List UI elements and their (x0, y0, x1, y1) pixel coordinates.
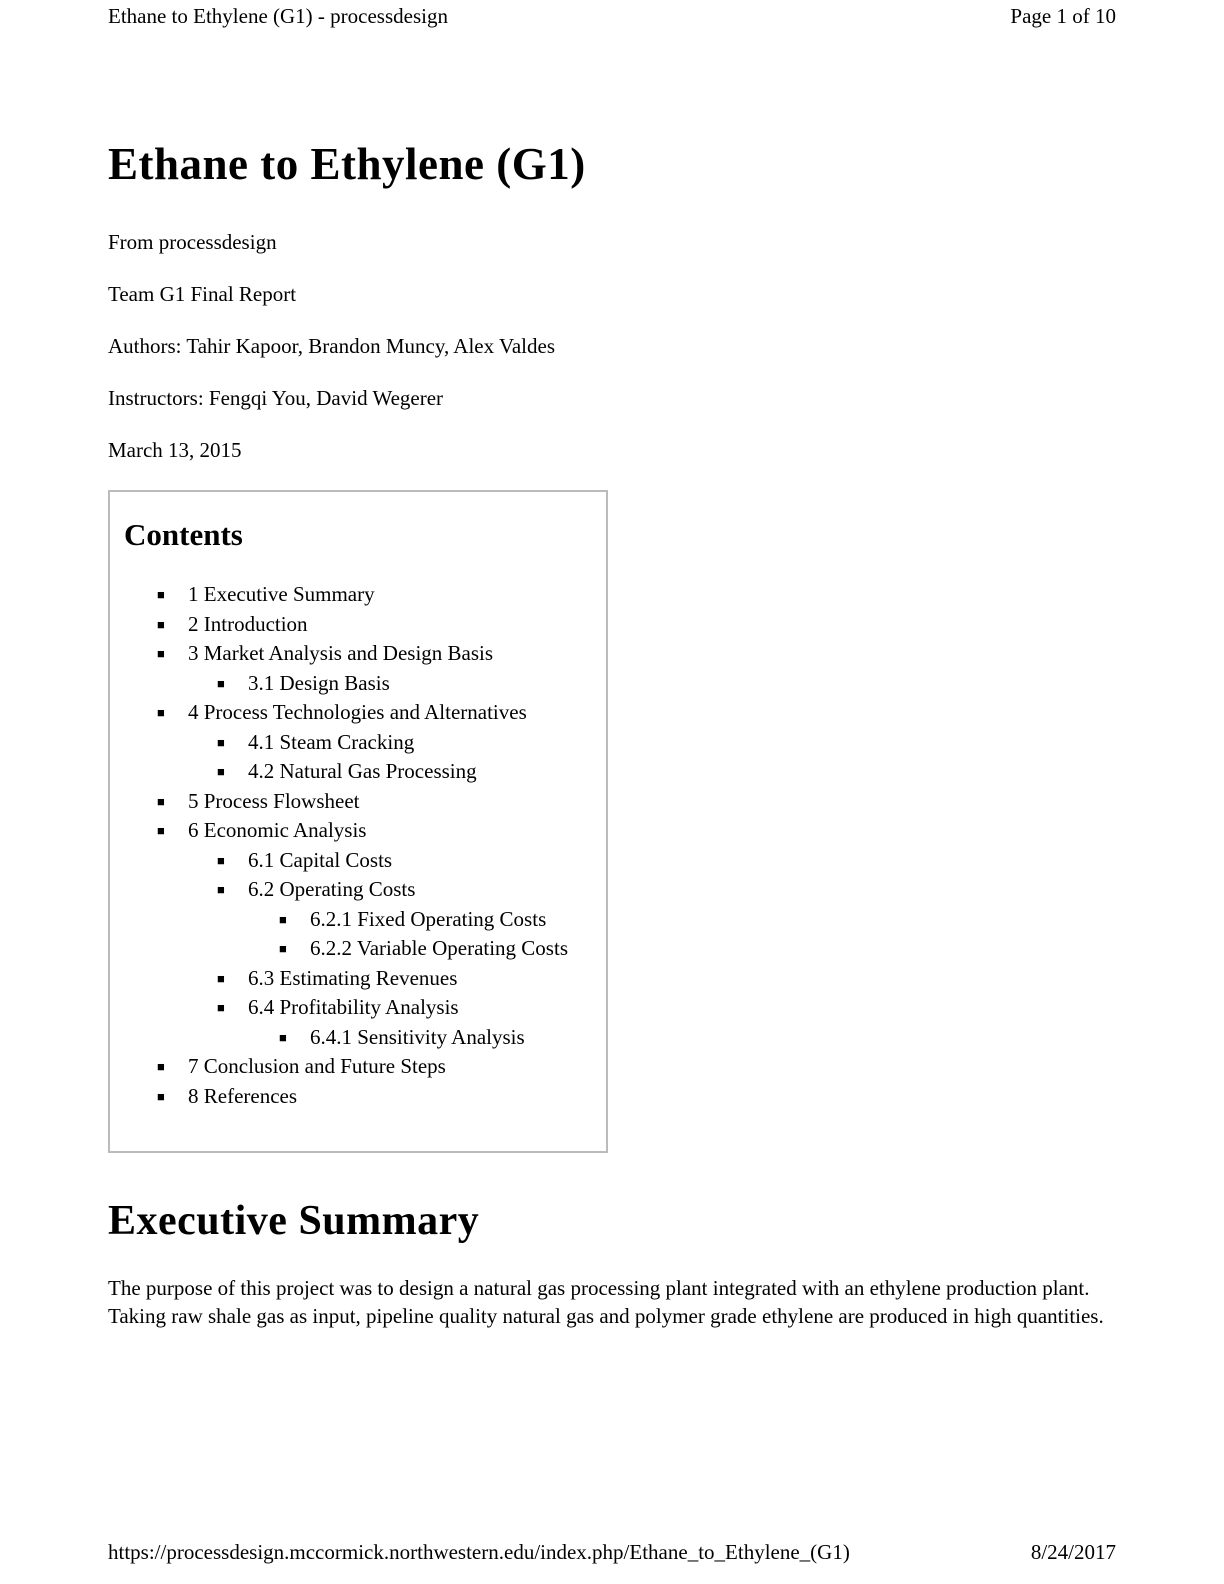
article-body (108, 1197, 1116, 1330)
print-header-title: Ethane to Ethylene (G1) - processdesign (108, 4, 448, 28)
square-bullet-icon: ■ (217, 734, 225, 750)
toc-item-label: 6.2.2 Variable Operating Costs (310, 936, 568, 960)
toc-item[interactable] (124, 1023, 592, 1053)
page-title: Ethane to Ethylene (G1) (108, 139, 586, 189)
meta-line: Instructors: Fengqi You, David Wegerer (108, 386, 444, 410)
toc-item-label: 6 Economic Analysis (188, 818, 367, 842)
toc-item-label: 2 Introduction (188, 611, 308, 636)
toc-box (108, 490, 608, 1153)
meta-line: Team G1 Final Report (108, 282, 297, 306)
toc-item-label: 6.4.1 Sensitivity Analysis (310, 1024, 525, 1049)
toc-item-label: 3.1 Design Basis (248, 670, 390, 695)
toc-title: Contents (124, 517, 243, 552)
toc-item-label: 6.2.1 Fixed Operating Costs (310, 906, 547, 931)
square-bullet-icon: ■ (157, 1059, 165, 1074)
toc-item-label: 4.1 Steam Cracking (248, 729, 415, 754)
section-paragraph: The purpose of this project was to design a natural gas processing plant integrated with an ethylene production plant. Taking raw shale gas as input, pipeline quality natural gas and polymer grade ethylene are produced in high quantities. (108, 1276, 1104, 1328)
square-bullet-icon: ■ (157, 616, 165, 632)
square-bullet-icon: ■ (157, 1088, 165, 1104)
square-bullet-icon: ■ (217, 882, 225, 897)
print-footer-date: 8/24/2017 (1030, 1540, 1116, 1564)
square-bullet-icon: ■ (157, 646, 165, 661)
square-bullet-icon: ■ (157, 705, 165, 720)
meta-line: March 13, 2015 (108, 438, 242, 462)
toc-item[interactable] (124, 964, 592, 994)
toc-item[interactable] (124, 698, 592, 728)
print-footer-url[interactable]: https://processdesign.mccormick.northwestern.edu/index.php/Ethane_to_Ethylene_(G1) (108, 1540, 850, 1564)
toc-item-label: 6.4 Profitability Analysis (248, 995, 459, 1019)
square-bullet-icon: ■ (279, 911, 287, 927)
toc-item-label: 3 Market Analysis and Design Basis (188, 641, 494, 665)
toc-item[interactable] (124, 993, 592, 1023)
toc-item-label: 6.3 Estimating Revenues (248, 965, 458, 990)
toc-item[interactable] (124, 1082, 592, 1112)
toc-list (124, 580, 592, 1111)
toc-item[interactable] (124, 669, 592, 699)
print-header-page-indicator: Page 1 of 10 (1010, 4, 1116, 28)
square-bullet-icon: ■ (217, 970, 225, 986)
toc-item[interactable] (124, 934, 592, 964)
meta-line: Authors: Tahir Kapoor, Brandon Muncy, Alex Valdes (108, 334, 555, 358)
toc-item-label: 6.2 Operating Costs (248, 877, 416, 901)
toc-item-label: 4.2 Natural Gas Processing (248, 759, 477, 783)
toc-item[interactable] (124, 875, 592, 905)
meta-line: From processdesign (108, 230, 277, 254)
toc-item-label: 5 Process Flowsheet (188, 788, 360, 813)
toc-item[interactable] (124, 905, 592, 935)
toc-item[interactable] (124, 728, 592, 758)
square-bullet-icon: ■ (279, 941, 287, 956)
square-bullet-icon: ■ (217, 675, 225, 691)
toc-item[interactable] (124, 787, 592, 817)
square-bullet-icon: ■ (217, 852, 225, 868)
toc-item-label: 4 Process Technologies and Alternatives (188, 700, 527, 724)
print-footer (108, 1540, 1116, 1564)
toc-item[interactable] (124, 757, 592, 787)
square-bullet-icon: ■ (157, 587, 165, 602)
toc-item-label: 6.1 Capital Costs (248, 847, 393, 872)
section-heading: Executive Summary (108, 1198, 480, 1244)
toc-item-label: 7 Conclusion and Future Steps (188, 1054, 446, 1078)
toc-item-label: 8 References (188, 1083, 298, 1108)
toc-item[interactable] (124, 846, 592, 876)
square-bullet-icon: ■ (157, 823, 165, 838)
print-header (108, 4, 1116, 28)
toc-item[interactable] (124, 1052, 592, 1082)
toc-item[interactable] (124, 639, 592, 669)
square-bullet-icon: ■ (279, 1029, 287, 1045)
square-bullet-icon: ■ (217, 764, 225, 779)
article-meta (108, 230, 1116, 462)
toc-item[interactable] (124, 816, 592, 846)
toc-item[interactable] (124, 610, 592, 640)
square-bullet-icon: ■ (157, 793, 165, 809)
document-page (108, 138, 1116, 1330)
square-bullet-icon: ■ (217, 1000, 225, 1015)
toc-item-label: 1 Executive Summary (188, 582, 375, 606)
toc-item[interactable] (124, 580, 592, 610)
